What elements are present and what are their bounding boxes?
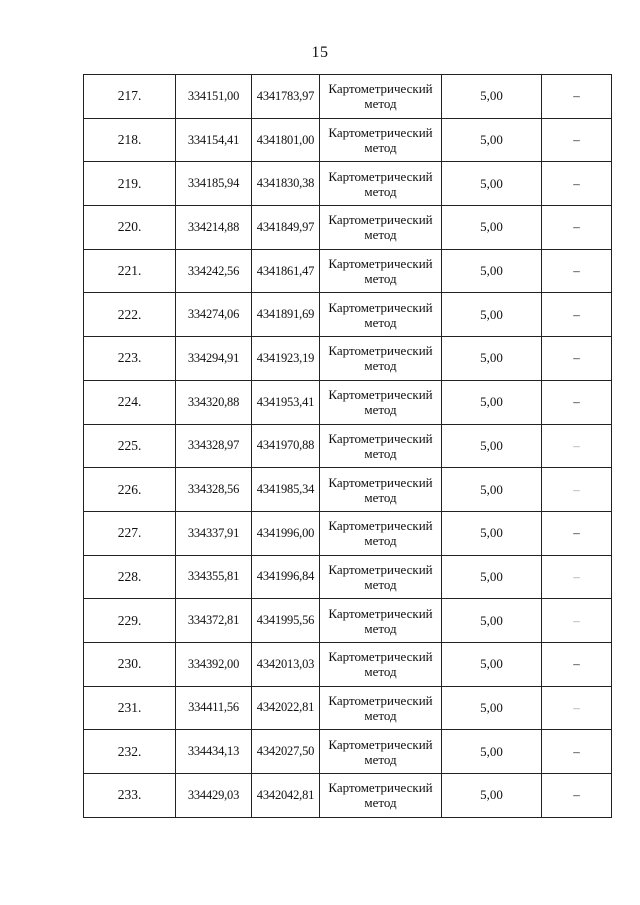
- method-cell: [320, 686, 442, 730]
- method-line-1: Картометрический: [328, 387, 433, 403]
- note-cell: [542, 249, 612, 293]
- y-coordinate-cell: 4341849,97: [252, 206, 320, 250]
- x-coordinate-cell: 334411,56: [176, 686, 252, 730]
- method-cell: [320, 599, 442, 643]
- table-row: [84, 75, 612, 119]
- note-cell: [542, 206, 612, 250]
- table-row: [84, 249, 612, 293]
- table-row: [84, 424, 612, 468]
- method-line-2: метод: [364, 533, 397, 549]
- x-coordinate-cell: 334372,81: [176, 599, 252, 643]
- note-dash: –: [573, 88, 580, 104]
- note-dash: –: [573, 612, 580, 628]
- accuracy-cell: 5,00: [442, 162, 542, 206]
- method-line-2: метод: [364, 96, 397, 112]
- method-line-2: метод: [364, 402, 397, 418]
- method-line-2: метод: [364, 358, 397, 374]
- point-number-cell: 231.: [84, 686, 176, 730]
- note-dash: –: [573, 568, 580, 584]
- accuracy-cell: 5,00: [442, 730, 542, 774]
- accuracy-cell: 5,00: [442, 293, 542, 337]
- accuracy-cell: 5,00: [442, 511, 542, 555]
- method-line-1: Картометрический: [328, 299, 433, 315]
- y-coordinate-cell: 4341996,00: [252, 511, 320, 555]
- x-coordinate-cell: 334242,56: [176, 249, 252, 293]
- method-line-1: Картометрический: [328, 605, 433, 621]
- note-dash: –: [573, 263, 580, 279]
- method-cell: [320, 511, 442, 555]
- table-row: [84, 555, 612, 599]
- x-coordinate-cell: 334151,00: [176, 75, 252, 119]
- y-coordinate-cell: 4341985,34: [252, 468, 320, 512]
- table-row: [84, 730, 612, 774]
- note-dash: –: [573, 481, 580, 497]
- accuracy-cell: 5,00: [442, 599, 542, 643]
- method-line-1: Картометрический: [328, 430, 433, 446]
- y-coordinate-cell: 4341830,38: [252, 162, 320, 206]
- point-number-cell: 224.: [84, 380, 176, 424]
- note-cell: [542, 686, 612, 730]
- note-dash: –: [573, 350, 580, 366]
- point-number-cell: 221.: [84, 249, 176, 293]
- method-cell: [320, 75, 442, 119]
- method-line-2: метод: [364, 183, 397, 199]
- x-coordinate-cell: 334392,00: [176, 642, 252, 686]
- method-line-2: метод: [364, 271, 397, 287]
- note-cell: [542, 424, 612, 468]
- table-row: [84, 162, 612, 206]
- method-cell: [320, 293, 442, 337]
- method-line-2: метод: [364, 314, 397, 330]
- method-line-1: Картометрический: [328, 256, 433, 272]
- method-line-2: метод: [364, 620, 397, 636]
- point-number-cell: 220.: [84, 206, 176, 250]
- method-line-2: метод: [364, 227, 397, 243]
- note-cell: [542, 75, 612, 119]
- y-coordinate-cell: 4342013,03: [252, 642, 320, 686]
- note-cell: [542, 337, 612, 381]
- method-line-2: метод: [364, 489, 397, 505]
- accuracy-cell: 5,00: [442, 118, 542, 162]
- y-coordinate-cell: 4341996,84: [252, 555, 320, 599]
- note-dash: –: [573, 787, 580, 803]
- accuracy-cell: 5,00: [442, 555, 542, 599]
- note-cell: [542, 642, 612, 686]
- note-dash: –: [573, 175, 580, 191]
- note-cell: [542, 774, 612, 818]
- accuracy-cell: 5,00: [442, 249, 542, 293]
- point-number-cell: 226.: [84, 468, 176, 512]
- method-line-1: Картометрический: [328, 561, 433, 577]
- accuracy-cell: 5,00: [442, 337, 542, 381]
- table-row: [84, 642, 612, 686]
- y-coordinate-cell: 4341861,47: [252, 249, 320, 293]
- x-coordinate-cell: 334328,97: [176, 424, 252, 468]
- method-line-2: метод: [364, 664, 397, 680]
- method-cell: [320, 774, 442, 818]
- y-coordinate-cell: 4341801,00: [252, 118, 320, 162]
- note-dash: –: [573, 525, 580, 541]
- note-cell: [542, 599, 612, 643]
- method-line-1: Картометрический: [328, 474, 433, 490]
- method-line-1: Картометрический: [328, 168, 433, 184]
- point-number-cell: 233.: [84, 774, 176, 818]
- point-number-cell: 217.: [84, 75, 176, 119]
- point-number-cell: 225.: [84, 424, 176, 468]
- method-line-1: Картометрический: [328, 125, 433, 141]
- method-line-1: Картометрический: [328, 692, 433, 708]
- table-row: [84, 511, 612, 555]
- method-line-1: Картометрический: [328, 81, 433, 97]
- x-coordinate-cell: 334185,94: [176, 162, 252, 206]
- method-cell: [320, 730, 442, 774]
- table-row: [84, 206, 612, 250]
- method-cell: [320, 380, 442, 424]
- method-cell: [320, 424, 442, 468]
- method-line-1: Картометрический: [328, 736, 433, 752]
- method-cell: [320, 206, 442, 250]
- note-cell: [542, 162, 612, 206]
- accuracy-cell: 5,00: [442, 468, 542, 512]
- y-coordinate-cell: 4341970,88: [252, 424, 320, 468]
- note-cell: [542, 555, 612, 599]
- point-number-cell: 230.: [84, 642, 176, 686]
- point-number-cell: 229.: [84, 599, 176, 643]
- note-dash: –: [573, 699, 580, 715]
- x-coordinate-cell: 334154,41: [176, 118, 252, 162]
- coordinates-table-body: [84, 75, 612, 818]
- x-coordinate-cell: 334214,88: [176, 206, 252, 250]
- table-row: [84, 380, 612, 424]
- method-line-2: метод: [364, 445, 397, 461]
- accuracy-cell: 5,00: [442, 774, 542, 818]
- table-row: [84, 774, 612, 818]
- point-number-cell: 232.: [84, 730, 176, 774]
- y-coordinate-cell: 4341953,41: [252, 380, 320, 424]
- x-coordinate-cell: 334274,06: [176, 293, 252, 337]
- table-row: [84, 118, 612, 162]
- method-line-1: Картометрический: [328, 780, 433, 796]
- method-line-1: Картометрический: [328, 343, 433, 359]
- point-number-cell: 228.: [84, 555, 176, 599]
- y-coordinate-cell: 4342027,50: [252, 730, 320, 774]
- y-coordinate-cell: 4342042,81: [252, 774, 320, 818]
- method-cell: [320, 162, 442, 206]
- note-cell: [542, 511, 612, 555]
- point-number-cell: 222.: [84, 293, 176, 337]
- accuracy-cell: 5,00: [442, 380, 542, 424]
- method-cell: [320, 468, 442, 512]
- y-coordinate-cell: 4341995,56: [252, 599, 320, 643]
- note-cell: [542, 380, 612, 424]
- point-number-cell: 227.: [84, 511, 176, 555]
- coordinates-table: [83, 74, 612, 818]
- note-dash: –: [573, 656, 580, 672]
- y-coordinate-cell: 4341891,69: [252, 293, 320, 337]
- method-line-2: метод: [364, 707, 397, 723]
- note-cell: [542, 293, 612, 337]
- note-dash: –: [573, 219, 580, 235]
- table-row: [84, 468, 612, 512]
- x-coordinate-cell: 334328,56: [176, 468, 252, 512]
- page-number: 15: [311, 44, 329, 61]
- method-cell: [320, 337, 442, 381]
- note-cell: [542, 118, 612, 162]
- note-dash: –: [573, 743, 580, 759]
- table-row: [84, 686, 612, 730]
- method-line-1: Картометрический: [328, 649, 433, 665]
- x-coordinate-cell: 334355,81: [176, 555, 252, 599]
- method-line-2: метод: [364, 576, 397, 592]
- accuracy-cell: 5,00: [442, 686, 542, 730]
- accuracy-cell: 5,00: [442, 424, 542, 468]
- point-number-cell: 219.: [84, 162, 176, 206]
- note-dash: –: [573, 394, 580, 410]
- method-line-2: метод: [364, 140, 397, 156]
- method-cell: [320, 555, 442, 599]
- point-number-cell: 218.: [84, 118, 176, 162]
- x-coordinate-cell: 334337,91: [176, 511, 252, 555]
- method-line-2: метод: [364, 751, 397, 767]
- note-dash: –: [573, 437, 580, 453]
- accuracy-cell: 5,00: [442, 75, 542, 119]
- point-number-cell: 223.: [84, 337, 176, 381]
- table-row: [84, 337, 612, 381]
- accuracy-cell: 5,00: [442, 206, 542, 250]
- x-coordinate-cell: 334294,91: [176, 337, 252, 381]
- accuracy-cell: 5,00: [442, 642, 542, 686]
- note-dash: –: [573, 306, 580, 322]
- method-cell: [320, 118, 442, 162]
- method-line-1: Картометрический: [328, 212, 433, 228]
- y-coordinate-cell: 4342022,81: [252, 686, 320, 730]
- note-cell: [542, 730, 612, 774]
- table-row: [84, 599, 612, 643]
- y-coordinate-cell: 4341783,97: [252, 75, 320, 119]
- method-cell: [320, 642, 442, 686]
- y-coordinate-cell: 4341923,19: [252, 337, 320, 381]
- method-line-2: метод: [364, 795, 397, 811]
- note-dash: –: [573, 132, 580, 148]
- method-line-1: Картометрический: [328, 518, 433, 534]
- table-row: [84, 293, 612, 337]
- x-coordinate-cell: 334434,13: [176, 730, 252, 774]
- method-cell: [320, 249, 442, 293]
- x-coordinate-cell: 334429,03: [176, 774, 252, 818]
- note-cell: [542, 468, 612, 512]
- x-coordinate-cell: 334320,88: [176, 380, 252, 424]
